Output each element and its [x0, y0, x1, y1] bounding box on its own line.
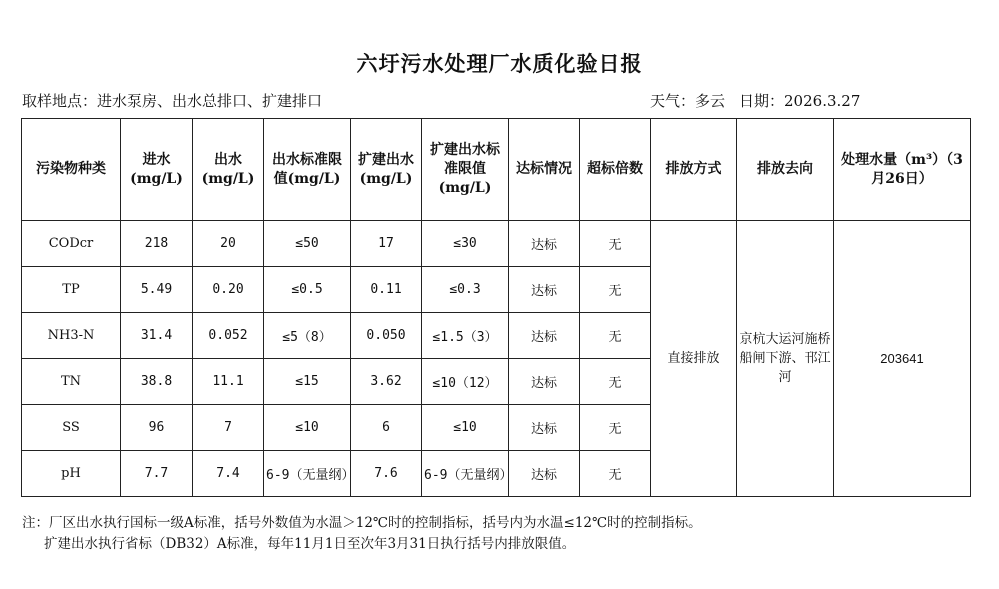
limit-cell: ≤0.5 — [264, 267, 351, 313]
header-cell: 扩建出水标准限值 (mg/L) — [422, 119, 509, 221]
header-cell: 扩建出水 (mg/L) — [351, 119, 422, 221]
ext-limit-cell: ≤10（12） — [422, 359, 509, 405]
exceed-cell: 无 — [580, 359, 651, 405]
limit-cell: ≤5（8） — [264, 313, 351, 359]
ext-outflow-cell: 3.62 — [351, 359, 422, 405]
limit-cell: ≤10 — [264, 405, 351, 451]
header-cell: 出水 (mg/L) — [193, 119, 264, 221]
limit-cell: ≤50 — [264, 221, 351, 267]
outflow-cell: 7.4 — [193, 451, 264, 497]
header-cell: 进水 (mg/L) — [121, 119, 193, 221]
exceed-cell: 无 — [580, 221, 651, 267]
footnote-line: 注：厂区出水执行国标一级A标准，括号外数值为水温＞12℃时的控制指标，括号内为水温≤12℃时的控制指标。 — [22, 515, 702, 531]
pollutant-cell: CODcr — [22, 221, 121, 267]
discharge-method-cell: 直接排放 — [651, 221, 737, 497]
outflow-cell: 0.20 — [193, 267, 264, 313]
header-row — [22, 119, 971, 221]
status-cell: 达标 — [509, 221, 580, 267]
limit-cell: 6-9（无量纲） — [264, 451, 351, 497]
ext-outflow-cell: 0.11 — [351, 267, 422, 313]
pollutant-cell: NH3-N — [22, 313, 121, 359]
ext-outflow-cell: 17 — [351, 221, 422, 267]
weather-date-line — [650, 90, 874, 111]
report-date: 日期：2026.3.27 — [739, 92, 861, 110]
header-cell: 超标倍数 — [580, 119, 651, 221]
pollutant-cell: pH — [22, 451, 121, 497]
header-cell: 处理水量（m³）（3月26日） — [834, 119, 971, 221]
footnote-line: 扩建出水执行省标（DB32）A标准，每年11月1日至次年3月31日执行括号内排放限值。 — [44, 536, 576, 552]
ext-outflow-cell: 7.6 — [351, 451, 422, 497]
sampling-location: 取样地点：进水泵房、出水总排口、扩建排口 — [22, 92, 323, 110]
exceed-cell: 无 — [580, 451, 651, 497]
weather: 天气：多云 — [650, 92, 726, 110]
pollutant-cell: TN — [22, 359, 121, 405]
status-cell: 达标 — [509, 313, 580, 359]
pollutant-cell: SS — [22, 405, 121, 451]
table-row — [22, 221, 971, 267]
exceed-cell: 无 — [580, 405, 651, 451]
exceed-cell: 无 — [580, 313, 651, 359]
inflow-cell: 5.49 — [121, 267, 193, 313]
discharge-destination-cell: 京杭大运河施桥船闸下游、邗江河 — [737, 221, 834, 497]
header-cell: 达标情况 — [509, 119, 580, 221]
ext-outflow-cell: 0.050 — [351, 313, 422, 359]
inflow-cell: 31.4 — [121, 313, 193, 359]
header-cell: 排放去向 — [737, 119, 834, 221]
outflow-cell: 0.052 — [193, 313, 264, 359]
inflow-cell: 96 — [121, 405, 193, 451]
status-cell: 达标 — [509, 359, 580, 405]
inflow-cell: 7.7 — [121, 451, 193, 497]
outflow-cell: 20 — [193, 221, 264, 267]
outflow-cell: 11.1 — [193, 359, 264, 405]
ext-limit-cell: ≤1.5（3） — [422, 313, 509, 359]
ext-limit-cell: ≤0.3 — [422, 267, 509, 313]
header-cell: 排放方式 — [651, 119, 737, 221]
header-cell: 污染物种类 — [22, 119, 121, 221]
pollutant-cell: TP — [22, 267, 121, 313]
ext-limit-cell: 6-9（无量纲） — [422, 451, 509, 497]
outflow-cell: 7 — [193, 405, 264, 451]
footnotes — [22, 513, 702, 555]
header-cell: 出水标准限值(mg/L) — [264, 119, 351, 221]
status-cell: 达标 — [509, 405, 580, 451]
water-quality-table — [21, 118, 971, 497]
report-title: 六圩污水处理厂水质化验日报 — [356, 51, 643, 76]
ext-limit-cell: ≤30 — [422, 221, 509, 267]
inflow-cell: 38.8 — [121, 359, 193, 405]
treated-volume-cell: 203641 — [834, 221, 971, 497]
status-cell: 达标 — [509, 267, 580, 313]
ext-limit-cell: ≤10 — [422, 405, 509, 451]
limit-cell: ≤15 — [264, 359, 351, 405]
ext-outflow-cell: 6 — [351, 405, 422, 451]
exceed-cell: 无 — [580, 267, 651, 313]
inflow-cell: 218 — [121, 221, 193, 267]
status-cell: 达标 — [509, 451, 580, 497]
